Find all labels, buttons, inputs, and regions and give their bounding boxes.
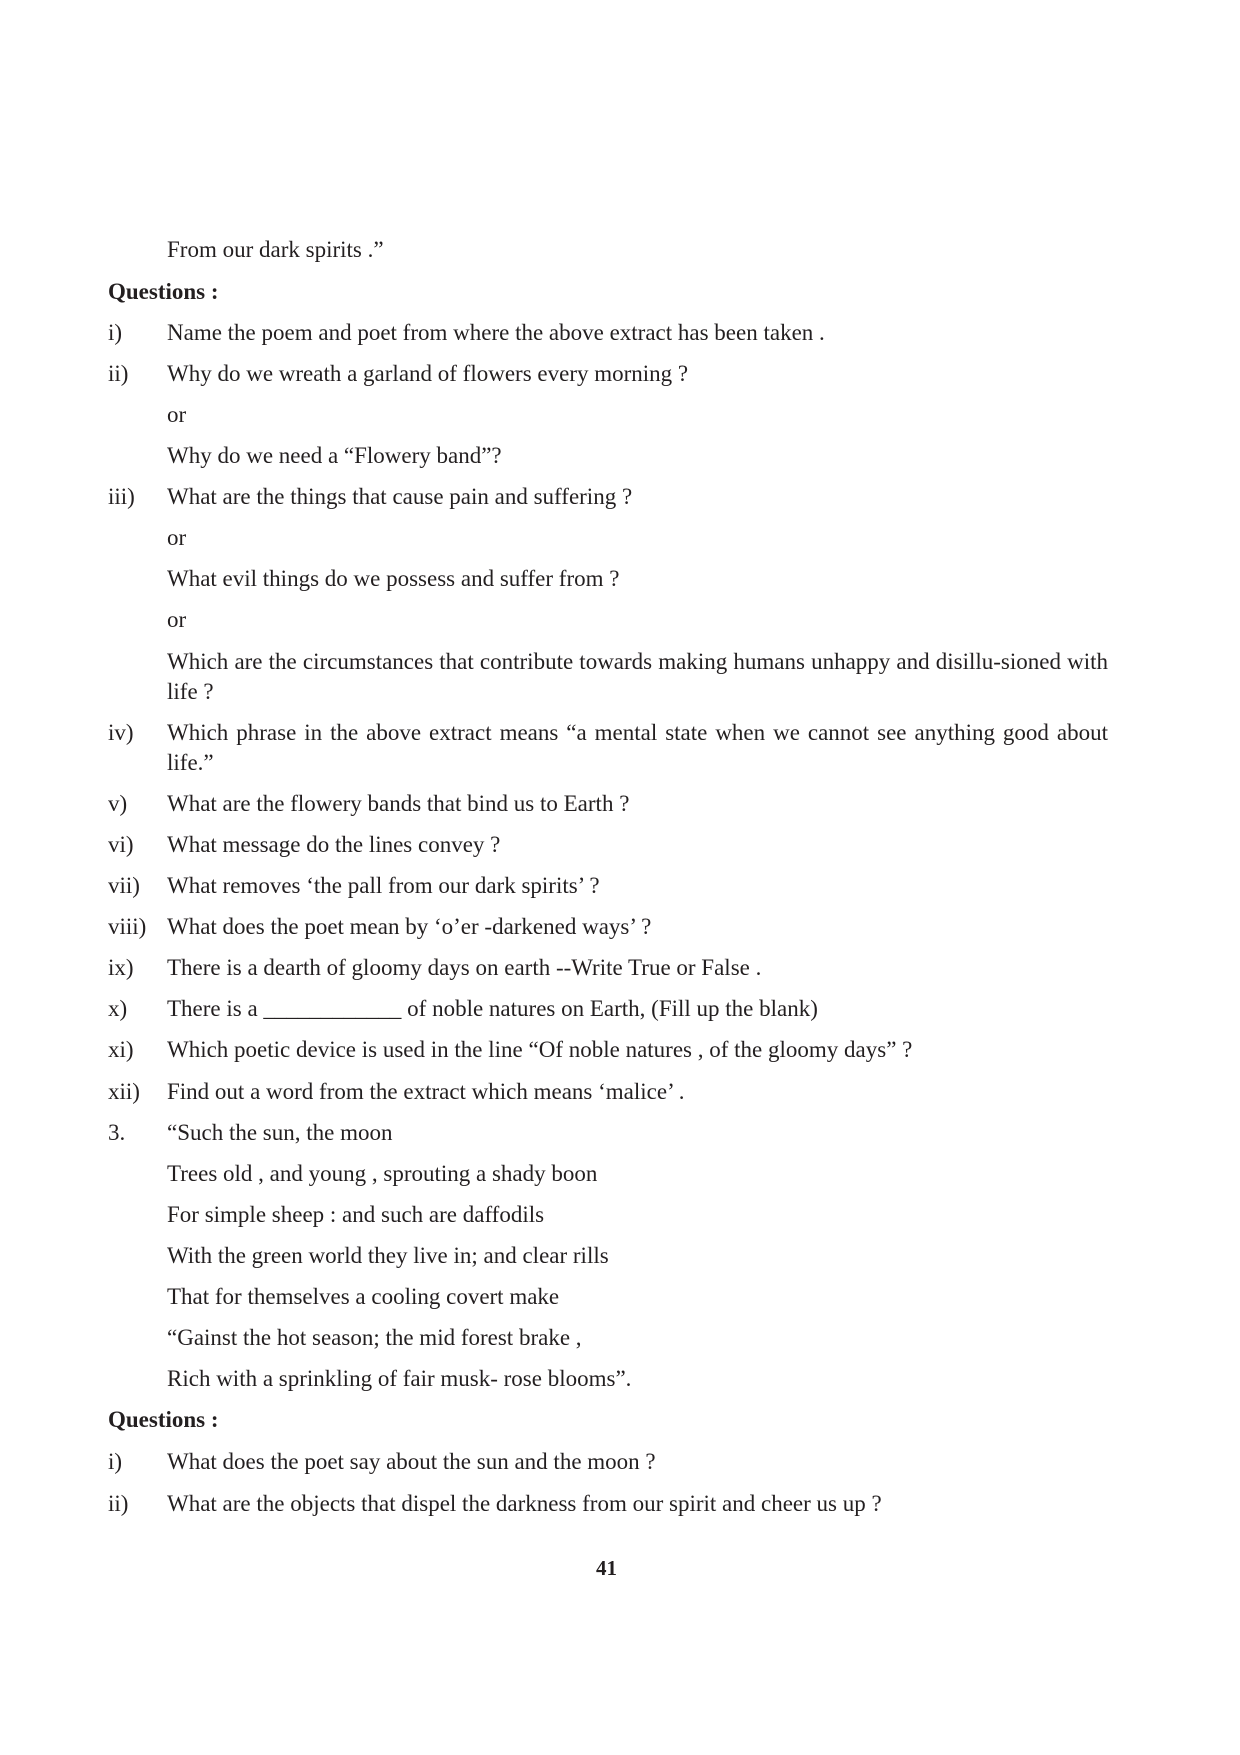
- document-page: From our dark spirits .” Questions : i) Name the poem and poet from where the above extract has been taken . ii) Why do we wreath a garland of flowers every morning ? or Why do we need a “Flowery band”? iii) What are the things that cause pain and suffering ? or What evil things do we possess and suffer from ? or Which are the circumstances that contribute towards making humans unhappy and disillu-sioned with life ? iv) Which phrase in the above extract means “a mental state when we cannot see anything good about life.” v) What are the flowery bands that bind us to Earth ? vi) What message do the lines convey ? vii) What removes ‘the pall from our dark spirits’ ? viii) What does the poet mean by ‘o’er -darkened ways’ ? ix) There is a dearth of gloomy days on earth --Write True or False . x) There is a ____________ of noble natures on Earth, (Fill up the blank) xi) Which poetic device is used in the line “Of noble natures , of the gloomy days” ? xii) Find out a word from the extract which means ‘malice’ . 3. “Such the sun, the moon Trees old , and young , sprouting a shady boon For simple sheep : and such are daffodils With the green world they live in; and clear rills That for themselves a cooling covert make “Gainst the hot season; the mid forest brake , Rich with a sprinkling of fair musk- rose blooms”. Questions : i) What does the poet say about the sun and the moon ? ii) What are the objects that dispel the darkness from our spirit and cheer us up ? 41: [0, 0, 1240, 1755]
- page-number: 41: [596, 1556, 617, 1580]
- questions-heading: Questions :: [108, 1407, 219, 1432]
- questions-heading: Questions :: [108, 279, 219, 304]
